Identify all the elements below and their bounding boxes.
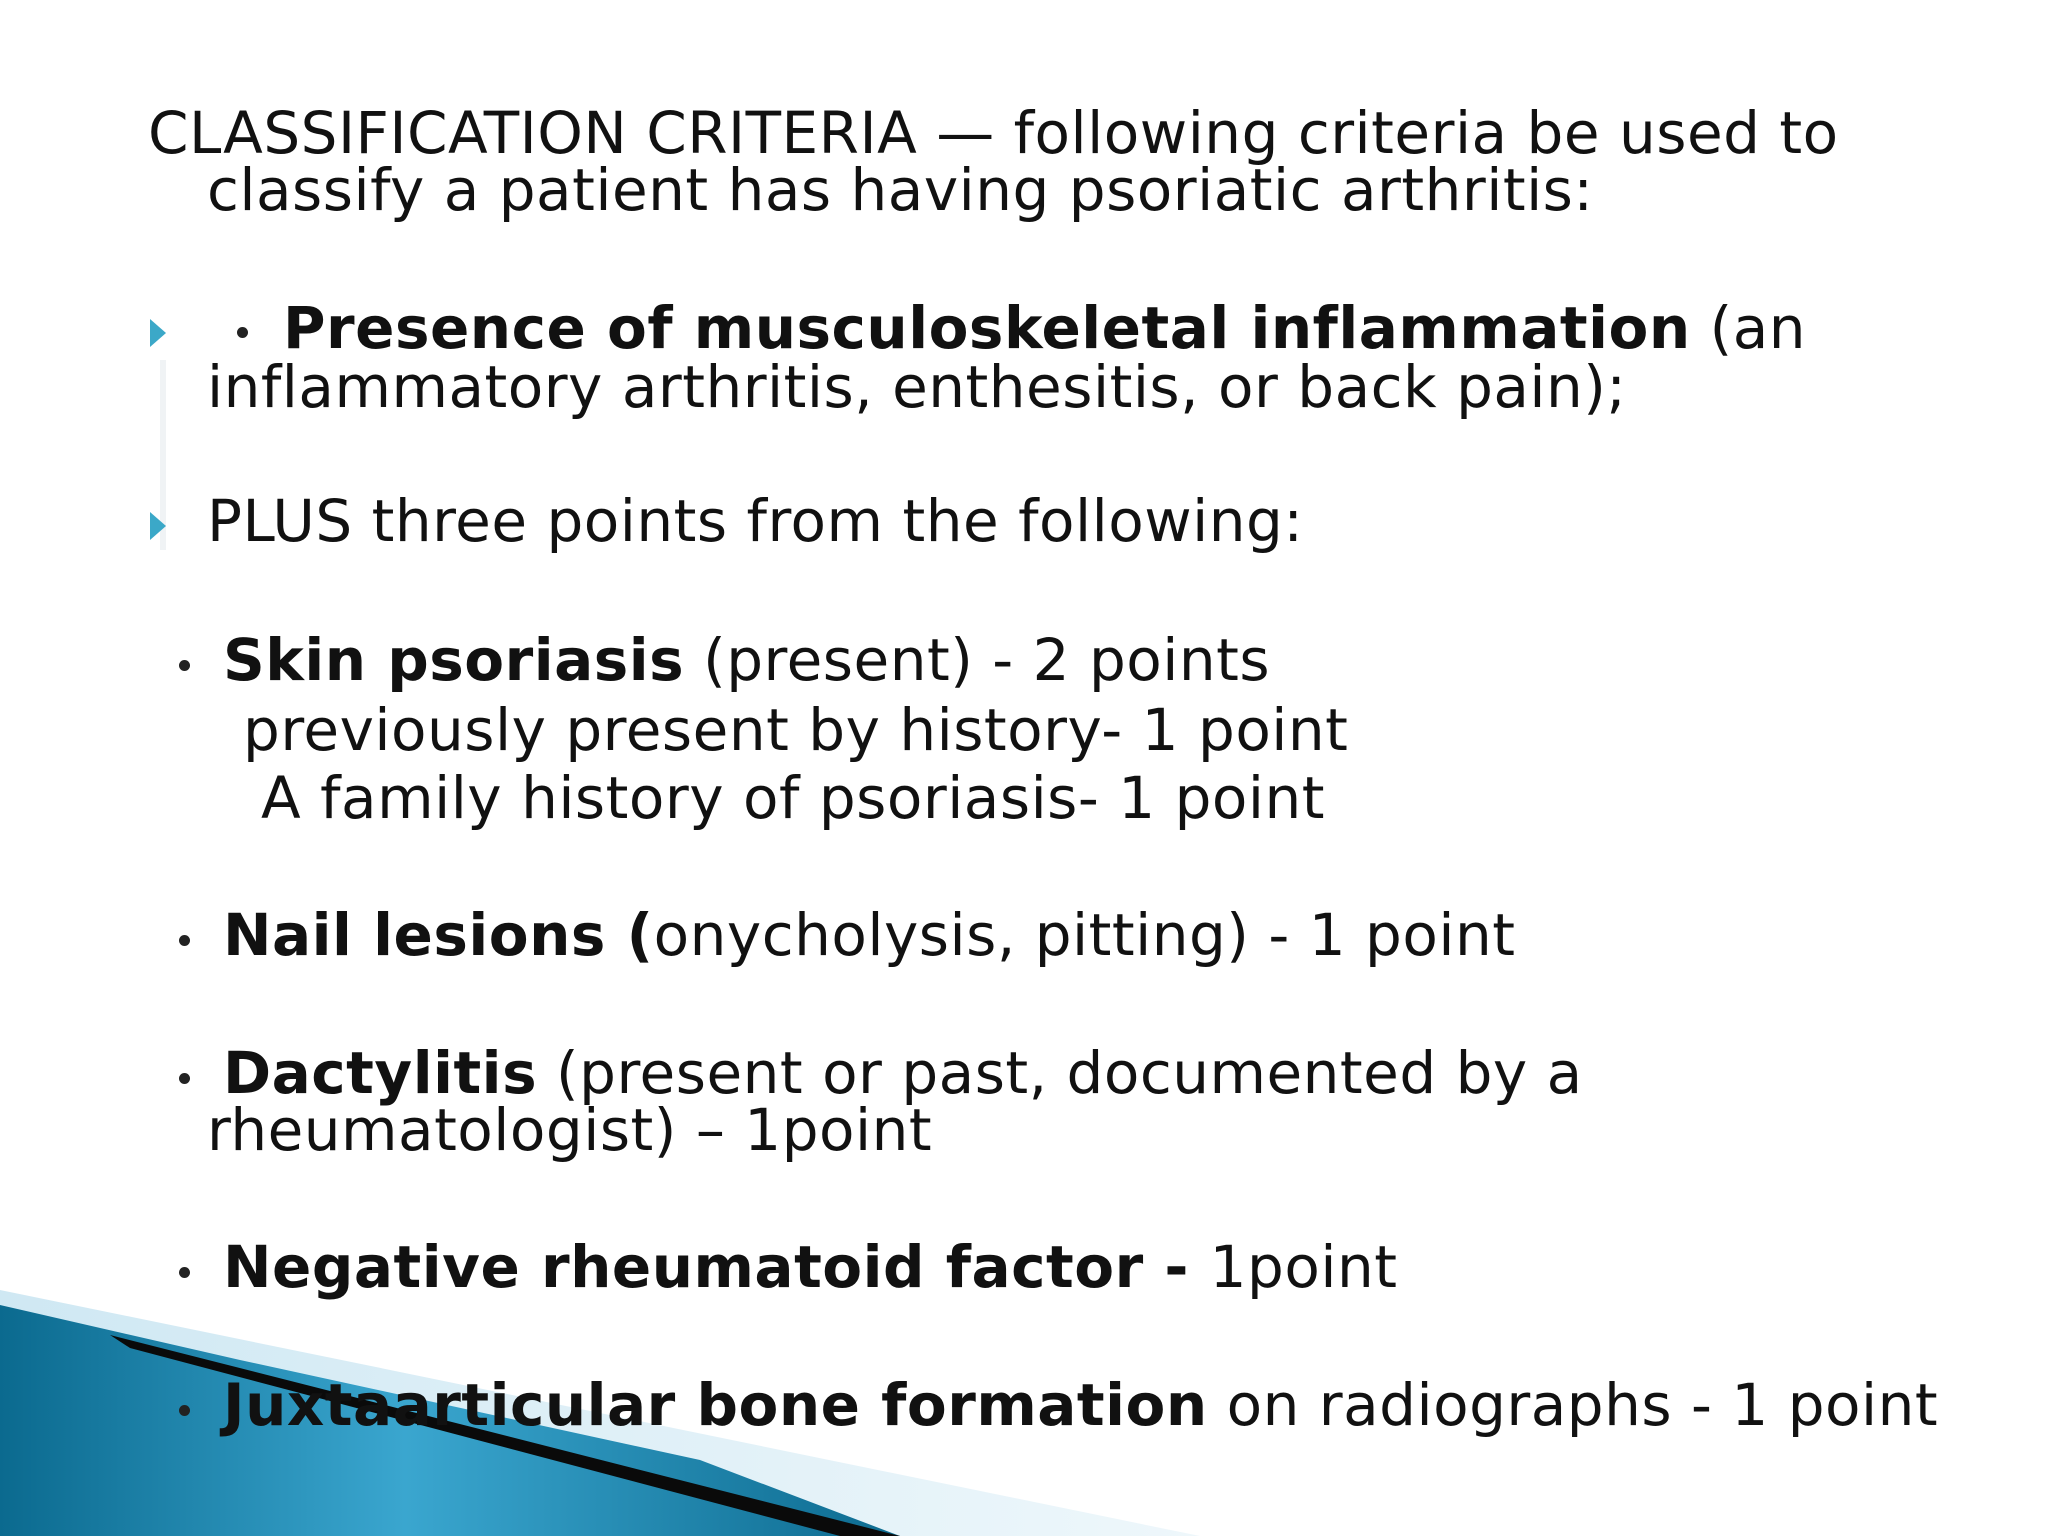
nail-rest: onycholysis, pitting) - 1 point — [653, 901, 1516, 969]
bullet-dot-icon — [179, 660, 190, 671]
nail-line — [223, 901, 1516, 969]
juxta-rest: on radiographs - 1 point — [1207, 1371, 1939, 1439]
item-inflammation-line-2: inflammatory arthritis, enthesitis, or back pain); — [207, 353, 1627, 421]
skin-line — [223, 626, 1271, 694]
dactylitis-line-2: rheumatologist) – 1point — [207, 1096, 933, 1164]
item-plus: PLUS three points from the following: — [207, 487, 1304, 555]
item-inflammation-line-1 — [283, 294, 1807, 362]
bullet-dot-icon — [179, 935, 190, 946]
heading-line-2: classify a patient has having psoriatic arthritis: — [207, 156, 1594, 224]
dactylitis-label: Dactylitis — [223, 1039, 538, 1107]
nail-label: Nail lesions ( — [223, 901, 654, 969]
bullet-arrow-icon — [150, 512, 166, 540]
juxta-label: Juxtaarticular bone formation — [223, 1371, 1208, 1439]
rf-rest: 1point — [1209, 1233, 1398, 1301]
skin-sub-history: previously present by history- 1 point — [243, 696, 1349, 764]
skin-sub-family: A family history of psoriasis- 1 point — [261, 764, 1326, 832]
skin-label: Skin psoriasis — [223, 626, 685, 694]
dactylitis-rest: (present or past, documented by a — [537, 1039, 1583, 1107]
bullet-dot-icon — [237, 327, 248, 338]
bullet-arrow-icon — [150, 319, 166, 347]
heading-line-1: CLASSIFICATION CRITERIA — following criteria be used to — [148, 99, 1839, 167]
rf-label: Negative rheumatoid factor - — [223, 1233, 1210, 1301]
bullet-dot-icon — [179, 1405, 190, 1416]
bullet-dot-icon — [179, 1267, 190, 1278]
bullet-dot-icon — [179, 1073, 190, 1084]
item-inflammation-label: Presence of musculoskeletal inflammation — [283, 294, 1691, 362]
dactylitis-line-1 — [223, 1039, 1583, 1107]
item-inflammation-rest: (an — [1690, 294, 1807, 362]
juxta-line — [223, 1371, 1939, 1439]
rf-line — [223, 1233, 1398, 1301]
skin-rest: (present) - 2 points — [684, 626, 1271, 694]
